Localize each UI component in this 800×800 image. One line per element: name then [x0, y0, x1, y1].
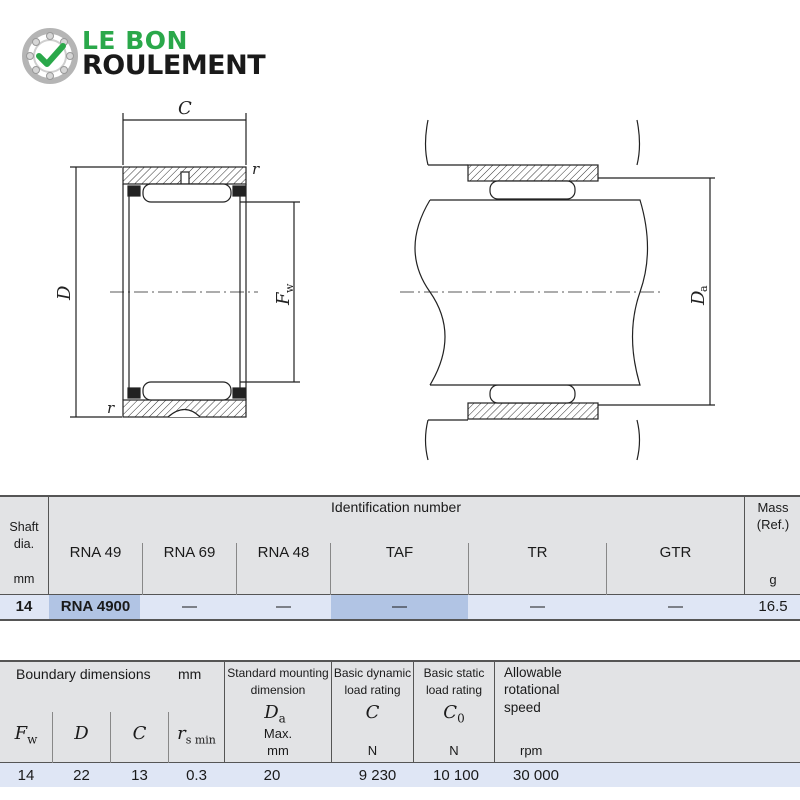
- col-rna49: RNA 49: [69, 544, 122, 561]
- brand-line2: ROULEMENT: [82, 50, 266, 81]
- shaft-header: Shaft dia.: [9, 520, 39, 551]
- dim-label-c: C: [178, 98, 192, 119]
- tr-value: —: [530, 598, 545, 615]
- dim-label-da-sub: a: [697, 285, 710, 292]
- da-value: 20: [263, 767, 281, 784]
- speed-value: 30 000: [513, 767, 559, 784]
- table-rule: [0, 619, 800, 621]
- shaft-unit: mm: [13, 572, 35, 586]
- col-c: C: [132, 723, 147, 744]
- brand-line1: LE BON: [82, 26, 188, 55]
- table-row: [0, 595, 800, 619]
- col-rna69: RNA 69: [163, 544, 216, 561]
- dim-label-r-top: r: [252, 160, 260, 178]
- mounting-line2: dimension: [250, 683, 306, 697]
- col-r: $r_{s min}$: [177, 723, 216, 747]
- boundary-header: Boundary dimensions: [16, 666, 151, 682]
- speed-line1: Allowable: [504, 665, 562, 680]
- dynamic-line1: Basic dynamic: [333, 666, 412, 680]
- mounted-bearing-view: [400, 120, 715, 460]
- mass-value: 16.5: [758, 598, 788, 615]
- col-tr: TR: [527, 544, 548, 561]
- static-line1: Basic static: [423, 666, 485, 680]
- dimensions-table: [0, 660, 800, 790]
- dim-label-da: D: [688, 290, 709, 305]
- dim-label-d: D: [54, 285, 75, 300]
- rna69-value: —: [182, 598, 197, 615]
- identification-table: [0, 495, 800, 622]
- d-value: 22: [73, 767, 90, 784]
- mounting-unit: mm: [267, 743, 289, 758]
- taf-value: —: [392, 598, 407, 615]
- rna48-value: —: [276, 598, 291, 615]
- speed-line3: speed: [504, 700, 541, 715]
- col-rna48: RNA 48: [257, 544, 310, 561]
- dim-label-r-bottom: r: [107, 399, 115, 417]
- static-symbol: $C_0$: [443, 702, 465, 726]
- col-taf: TAF: [385, 544, 414, 561]
- speed-line2: rotational: [504, 682, 560, 697]
- c-value: 13: [131, 767, 148, 784]
- mounting-line1: Standard mounting: [227, 666, 329, 680]
- dynamic-unit: N: [367, 743, 378, 758]
- dim-label-fw: F: [273, 292, 294, 305]
- speed-unit: rpm: [520, 743, 543, 758]
- col-fw: $F_w$: [14, 723, 38, 747]
- col-gtr: GTR: [659, 544, 692, 561]
- dim-label-fw-sub: w: [283, 283, 296, 293]
- static-value: 10 100: [433, 767, 479, 784]
- fw-value: 14: [17, 767, 35, 784]
- identification-header: Identification number: [331, 499, 461, 515]
- static-unit: N: [449, 743, 459, 758]
- table-rule: [0, 495, 800, 497]
- mass-unit: g: [769, 572, 777, 587]
- dynamic-value: 9 230: [358, 767, 397, 784]
- mass-header: Mass (Ref.): [756, 500, 790, 532]
- static-line2: load rating: [425, 683, 483, 697]
- bearing-section-view: [70, 113, 300, 417]
- r-value: 0.3: [186, 767, 207, 784]
- mounting-symbol: $D_a$: [264, 702, 286, 726]
- dynamic-symbol: C: [365, 702, 380, 723]
- dynamic-line2: load rating: [344, 683, 401, 697]
- mounting-max: Max.: [263, 726, 293, 741]
- rna49-value: RNA 4900: [60, 598, 131, 615]
- gtr-value: —: [668, 598, 683, 615]
- boundary-unit: mm: [178, 666, 202, 682]
- table-row: [0, 763, 800, 787]
- col-d: D: [74, 723, 89, 744]
- shaft-value: 14: [15, 598, 33, 615]
- table-rule: [0, 660, 800, 662]
